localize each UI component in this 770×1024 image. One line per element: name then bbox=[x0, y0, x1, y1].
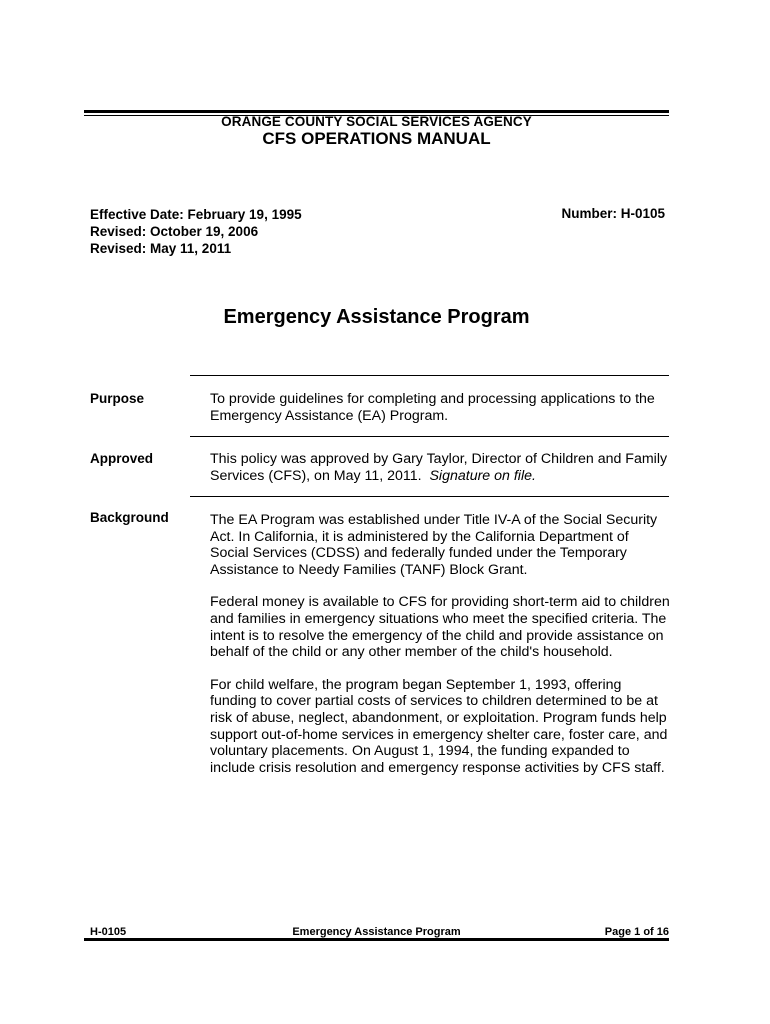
footer-title: Emergency Assistance Program bbox=[292, 926, 461, 938]
document-title: Emergency Assistance Program bbox=[223, 306, 530, 328]
revised-date-2: Revised: May 11, 2011 bbox=[90, 241, 232, 256]
purpose-label: Purpose bbox=[90, 391, 145, 406]
manual-title: CFS OPERATIONS MANUAL bbox=[262, 129, 491, 148]
background-paragraph: For child welfare, the program began September 1, 1993, offering funding to cover partial costs of services to children determined to be at risk of abuse, neglect, abandonment, or exploitation. Program funds help support out-of-home services in emergency shelter care, foster care, and voluntary placements. On August 1, 1994, the funding expanded to include crisis resolution and emergency response activities by CFS staff. bbox=[210, 676, 668, 776]
section-divider bbox=[190, 375, 669, 376]
effective-date: Effective Date: February 19, 1995 bbox=[90, 207, 302, 222]
approved-text bbox=[210, 451, 670, 484]
footer-rule bbox=[84, 938, 669, 941]
header-rule-thick bbox=[84, 110, 669, 113]
agency-name: ORANGE COUNTY SOCIAL SERVICES AGENCY bbox=[221, 114, 532, 129]
approved-paragraph bbox=[210, 451, 670, 484]
approved-statement: This policy was approved by Gary Taylor, Director of Children and Family Services (CFS), on May 11, 2011. bbox=[210, 451, 668, 484]
background-label: Background bbox=[90, 510, 169, 525]
revised-date-1: Revised: October 19, 2006 bbox=[90, 224, 259, 239]
section-divider bbox=[190, 496, 669, 497]
footer-page-number: Page 1 of 16 bbox=[604, 926, 669, 938]
signature-note: Signature on file. bbox=[429, 467, 536, 484]
background-paragraph: Federal money is available to CFS for providing short-term aid to children and families in emergency situations who meet the specified criteria. The intent is to resolve the emergency of the child and provide assistance on behalf of the child or any other member of the child's household. bbox=[210, 594, 670, 661]
purpose-text bbox=[210, 391, 670, 424]
document-number: Number: H-0105 bbox=[561, 206, 665, 221]
purpose-paragraph: To provide guidelines for completing and processing applications to the Emergency Assistance (EA) Program. bbox=[210, 391, 655, 424]
approved-label: Approved bbox=[90, 451, 154, 466]
section-divider bbox=[190, 436, 669, 437]
background-text bbox=[210, 512, 670, 776]
footer-doc-number: H-0105 bbox=[90, 926, 127, 938]
background-paragraph: The EA Program was established under Title IV-A of the Social Security Act. In California, it is administered by the California Department of Social Services (CDSS) and federally funded under the Temporary Assistance to Needy Families (TANF) Block Grant. bbox=[210, 512, 658, 578]
